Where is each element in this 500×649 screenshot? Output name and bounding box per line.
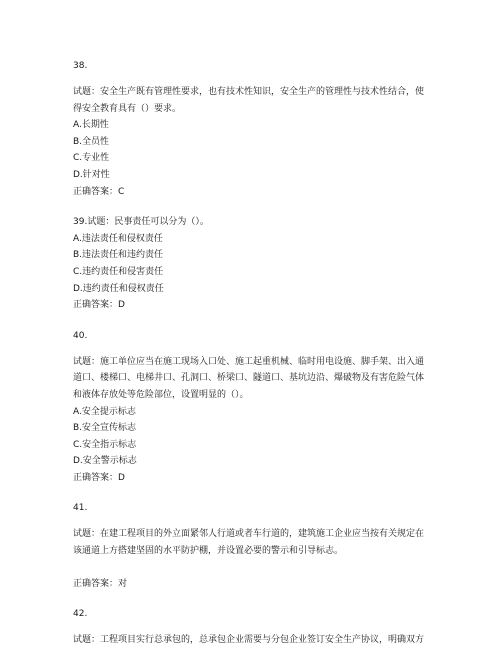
question-stem-line: 试题：工程项目实行总承包的，总承包企业需要与分包企业签订安全生产协议，明确双方: [73, 635, 425, 646]
question-stem-line: 试题：安全生产既有管理性要求，也有技术性知识，安全生产的管理性与技术性结合，使: [73, 87, 425, 97]
correct-answer: 正确答案：D: [73, 300, 125, 311]
question-number: 40.: [73, 330, 88, 341]
option-b: B.违法责任和违约责任: [73, 250, 164, 261]
document-page: [73, 58, 433, 649]
option-a: A.长期性: [73, 120, 109, 131]
option-b: B.安全宣传标志: [73, 423, 137, 434]
option-c: C.安全指示标志: [73, 439, 137, 450]
question-number: 41.: [73, 503, 88, 514]
correct-answer: 正确答案：对: [73, 578, 128, 589]
correct-answer: 正确答案：C: [73, 186, 125, 197]
question-40: [73, 328, 433, 487]
question-stem-line: 试题：在建工程项目的外立面紧邻人行道或者车行道的，建筑施工企业应当按有关规定在: [73, 529, 425, 540]
question-stem-line: 该通道上方搭建坚固的水平防护棚，并设置必要的警示和引导标志。: [73, 546, 344, 557]
question-38: [73, 58, 433, 200]
option-c: C.专业性: [73, 153, 110, 164]
option-d: D.针对性: [73, 169, 110, 180]
question-stem-line: 试题：施工单位应当在施工现场入口处、施工起重机械、临时用电设施、脚手架、出入通: [73, 356, 425, 367]
question-stem-line: 得安全教育具有（）要求。: [73, 103, 182, 114]
option-d: D.安全警示标志: [73, 456, 137, 467]
option-c: C.违约责任和侵害责任: [73, 266, 164, 277]
question-stem-line: 和液体存放处等危险部位，设置明显的（）。: [73, 389, 249, 400]
question-stem-text: 试题：民事责任可以分为（）。: [87, 217, 209, 228]
option-a: A.违法责任和侵权责任: [73, 233, 163, 244]
option-a: A.安全提示标志: [73, 406, 136, 417]
question-41: [73, 500, 433, 592]
correct-answer: 正确答案：D: [73, 472, 125, 483]
question-39: [73, 214, 433, 314]
question-stem-line: 道口、楼梯口、电梯井口、孔洞口、桥梁口、隧道口、基坑边沿、爆破物及有害危险气体: [73, 373, 425, 384]
question-number: 42.: [73, 609, 88, 620]
question-stem-line: [73, 214, 433, 231]
question-number: 39.: [73, 217, 88, 228]
option-b: B.全员性: [73, 136, 110, 147]
question-number: 38.: [73, 61, 88, 71]
option-d: D.违约责任和侵权责任: [73, 283, 164, 294]
question-42: [73, 606, 433, 649]
